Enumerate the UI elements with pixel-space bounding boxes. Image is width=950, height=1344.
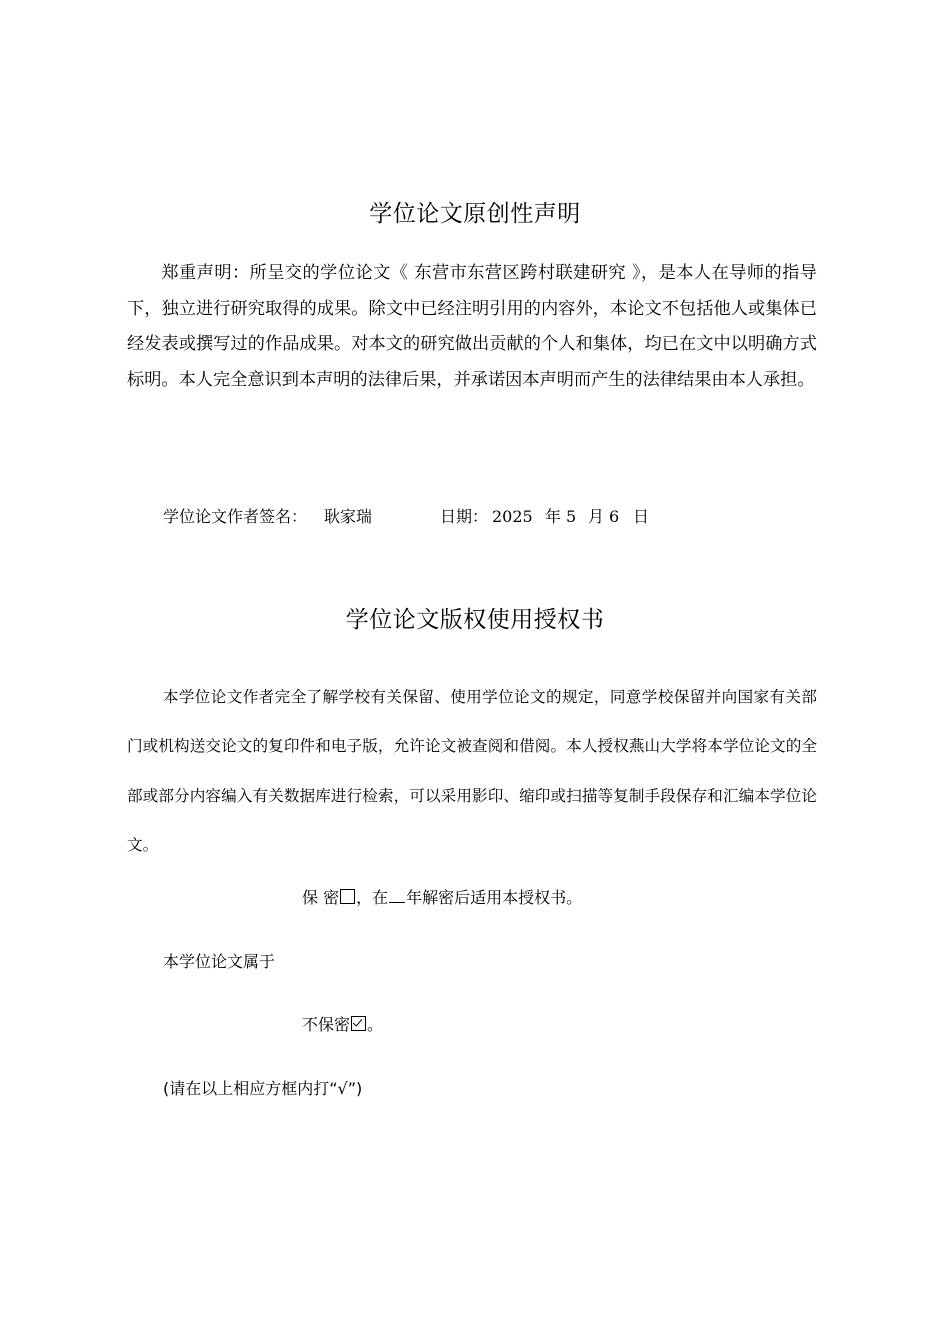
originality-paragraph: 郑重声明：所呈交的学位论文《 东营市东营区跨村联建研究 》，是本人在导师的指导下，独立进行研究取得的成果。除文中已经注明引用的内容外，本论文不包括他人或集体已经发表或撰写过的作品成果。对本文的研究做出贡献的个人和集体，均已在文中以明确方式标明。本人完全意识到本声明的法律后果，并承诺因本声明而产生的法律结果由本人承担。 [127,263,817,390]
date-day: 6 [609,507,620,526]
nonsecret-label: 不保密 [302,1015,351,1034]
instruction-note: (请在以上相应方框内打“√”) [163,1079,363,1098]
belongs-text: 本学位论文属于 [163,952,276,971]
nonsecret-checkbox-icon[interactable] [351,1016,366,1031]
date-label: 日期： [440,507,489,526]
secret-suffix-text: 年解密后适用本授权书。 [406,888,583,907]
nonsecret-suffix-text: 。 [367,1015,384,1034]
years-blank[interactable] [389,888,405,903]
secret-label: 保 密 [302,888,340,907]
secret-middle-text: ，在 [356,888,389,907]
signature-name: 耿家瑞 [324,507,373,526]
date-month: 5 [566,507,577,526]
nonsecret-option-line [302,1013,383,1037]
authorization-title: 学位论文版权使用授权书 [345,607,605,633]
authorization-paragraph: 本学位论文作者完全了解学校有关保留、使用学位论文的规定，同意学校保留并向国家有关部门或机构送交论文的复印件和电子版，允许论文被查阅和借阅。本人授权燕山大学将本学位论文的全部或部分内容编入有关数据库进行检索，可以采用影印、缩印或扫描等复制手段保存和汇编本学位论文。 [127,688,817,854]
date-year-unit: 年 [545,507,562,526]
secret-checkbox-icon[interactable] [340,889,355,904]
originality-title: 学位论文原创性声明 [369,201,581,227]
date-day-unit: 日 [633,507,650,526]
date-month-unit: 月 [588,507,605,526]
secret-option-line [302,886,582,910]
signature-label: 学位论文作者签名： [163,507,308,526]
date-year: 2025 [492,507,533,526]
